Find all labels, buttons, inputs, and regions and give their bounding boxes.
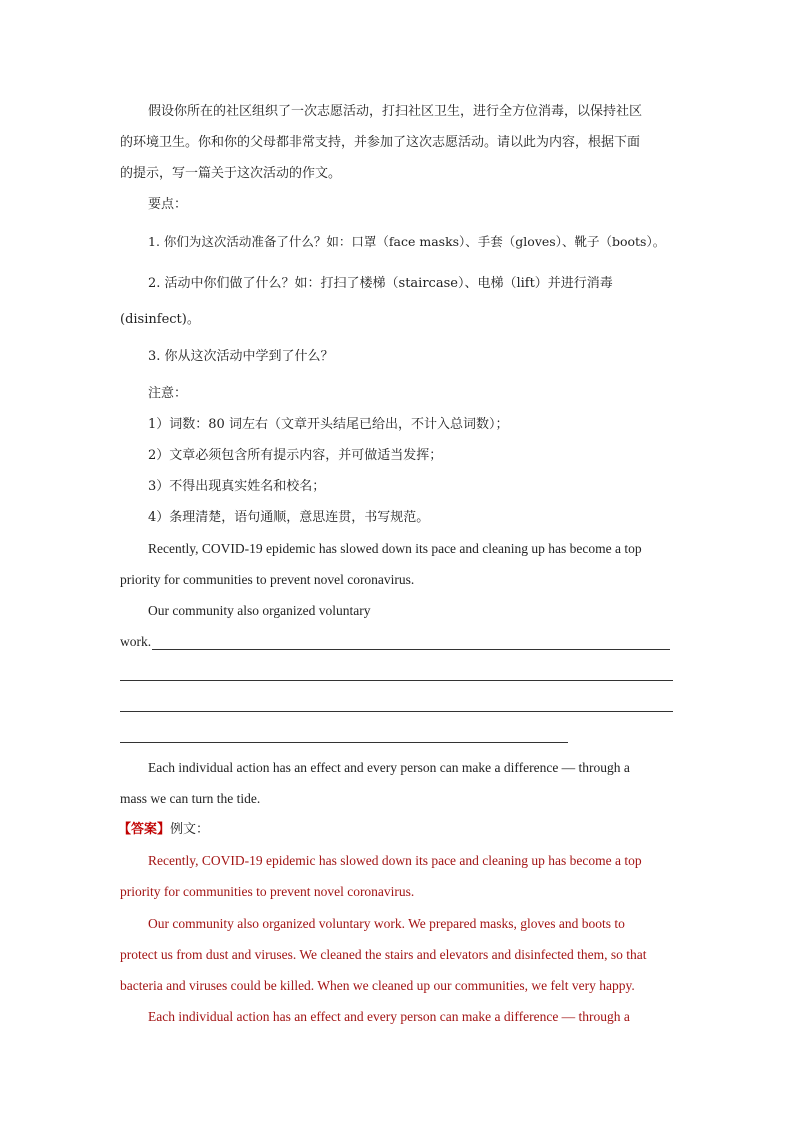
- prompt-line-3: 的提示，写一篇关于这次活动的作文。: [120, 166, 342, 181]
- answer-line-4: protect us from dust and viruses. We cleaned the stairs and elevators and disinfected them, so that: [120, 947, 647, 962]
- closing-line-2: mass we can turn the tide.: [120, 791, 261, 806]
- key-points-label: 要点：: [148, 197, 188, 212]
- prompt-line-1: 假设你所在的社区组织了一次志愿活动，打扫社区卫生，进行全方位消毒，以保持社区: [148, 104, 643, 119]
- start-line-2: work.: [120, 634, 152, 649]
- answer-label: 【答案】: [118, 822, 171, 837]
- key-point-2: 2. 活动中你们做了什么？如：打扫了楼梯（staircase）、电梯（lift）并进行消毒: [148, 276, 613, 291]
- writing-blank-4: [120, 742, 568, 743]
- answer-line-3: Our community also organized voluntary work. We prepared masks, gloves and boots to: [148, 916, 625, 931]
- note-1: 1）词数：80 词左右（文章开头结尾已给出，不计入总词数）；: [148, 417, 509, 432]
- key-point-1: 1. 你们为这次活动准备了什么？如：口罩（face masks）、手套（gloves）、靴子（boots）。: [148, 234, 666, 249]
- answer-line-1: Recently, COVID-19 epidemic has slowed down its pace and cleaning up has become a top: [148, 853, 642, 868]
- writing-blank-1: [152, 649, 670, 650]
- key-point-2-continued: (disinfect)。: [120, 312, 200, 327]
- opening-line-2: priority for communities to prevent novel coronavirus.: [120, 572, 415, 587]
- note-3: 3）不得出现真实姓名和校名；: [148, 479, 326, 494]
- note-2: 2）文章必须包含所有提示内容，并可做适当发挥；: [148, 448, 443, 463]
- notes-label: 注意：: [148, 386, 188, 401]
- opening-line-1: Recently, COVID-19 epidemic has slowed down its pace and cleaning up has become a top: [148, 541, 642, 556]
- answer-line-2: priority for communities to prevent novel coronavirus.: [120, 884, 415, 899]
- writing-blank-2: [120, 680, 673, 681]
- answer-line-5: bacteria and viruses could be killed. When we cleaned up our communities, we felt very happy.: [120, 978, 635, 993]
- key-point-3: 3. 你从这次活动中学到了什么？: [148, 349, 334, 364]
- answer-heading: [118, 822, 678, 838]
- prompt-line-2: 的环境卫生。你和你的父母都非常支持，并参加了这次志愿活动。请以此为内容，根据下面: [120, 135, 641, 150]
- note-4: 4）条理清楚，语句通顺，意思连贯，书写规范。: [148, 510, 430, 525]
- answer-line-6: Each individual action has an effect and every person can make a difference — through a: [148, 1009, 630, 1024]
- closing-line-1: Each individual action has an effect and every person can make a difference — through a: [148, 760, 630, 775]
- writing-blank-3: [120, 711, 673, 712]
- start-line-1: Our community also organized voluntary: [148, 603, 371, 618]
- answer-label-suffix: 例文：: [170, 822, 210, 837]
